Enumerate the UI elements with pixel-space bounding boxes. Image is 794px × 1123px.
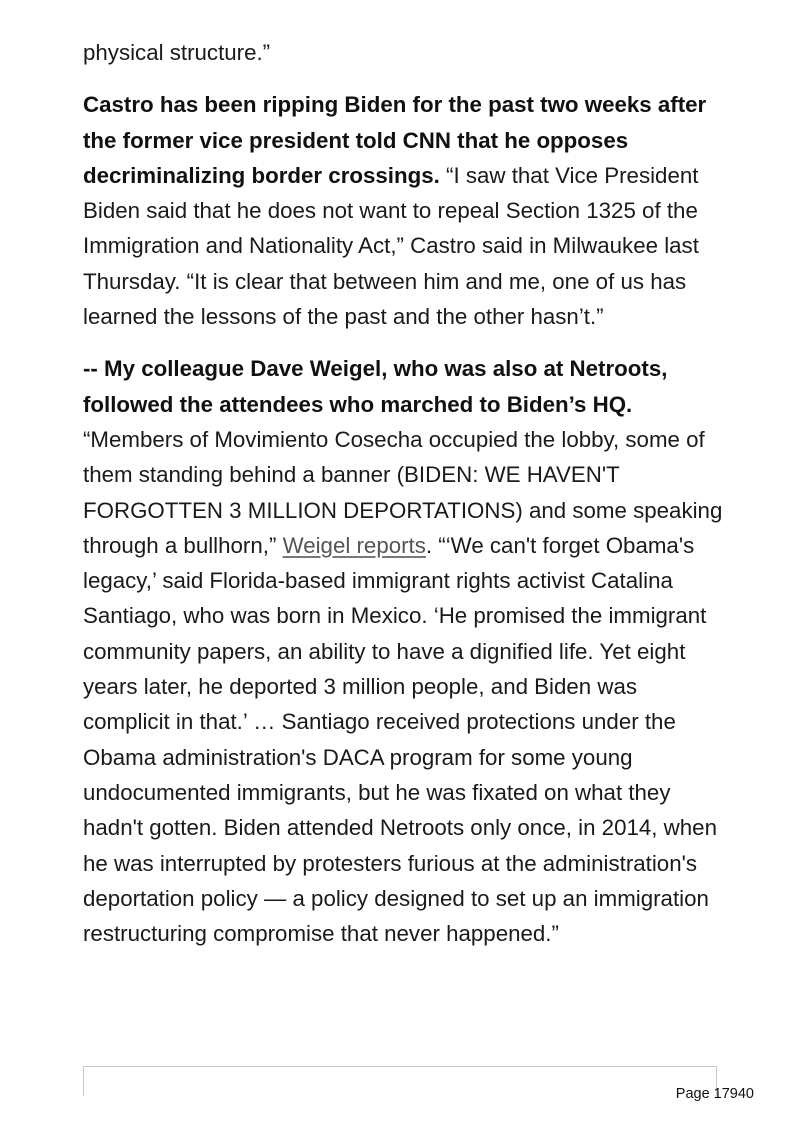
paragraph-body-weigel-before-link: “Members of Movimiento Cosecha occupied the lobby, some of them standing behind a banner (BIDEN: WE HAVEN'T FORGOTTEN 3 MILLION DEPORTATIONS) and some speaking through a bullhorn,” <box>83 426 723 558</box>
paragraph-lead-weigel: -- My colleague Dave Weigel, who was also at Netroots, followed the attendees who marched to Biden’s HQ. <box>83 356 668 417</box>
paragraph-body-castro: “I saw that Vice President Biden said that he does not want to repeal Section 1325 of the Immigration and Nationality Act,” Castro said in Milwaukee last Thursday. “It is clear that between him and me, one of us has learned the lessons of the past and the other hasn’t.” <box>83 162 699 330</box>
paragraph-continuation <box>83 35 723 70</box>
footer-frame <box>83 1066 717 1096</box>
continuation-text: physical structure.” <box>83 40 271 65</box>
paragraph-weigel <box>83 351 723 951</box>
paragraph-castro <box>83 87 723 334</box>
paragraph-lead-castro: Castro has been ripping Biden for the past two weeks after the former vice president told CNN that he opposes decriminalizing border crossings. <box>83 92 707 188</box>
article-body <box>83 35 723 951</box>
weigel-reports-link[interactable]: Weigel reports <box>282 532 426 558</box>
paragraph-body-weigel-after-link: . “‘We can't forget Obama's legacy,’ said Florida-based immigrant rights activist Catalina Santiago, who was born in Mexico. ‘He promised the immigrant community papers, an ability to have a dignified life. Yet eight years later, he deported 3 million people, and Biden was complicit in that.’ … Santiago received protections under the Obama administration's DACA program for some young undocumented immigrants, but he was fixated on what they hadn't gotten. Biden attended Netroots only once, in 2014, when he was interrupted by protesters furious at the administration's deportation policy — a policy designed to set up an immigration restructuring compromise that never happened.” <box>83 532 717 947</box>
page-number: Page 17940 <box>675 1086 754 1102</box>
